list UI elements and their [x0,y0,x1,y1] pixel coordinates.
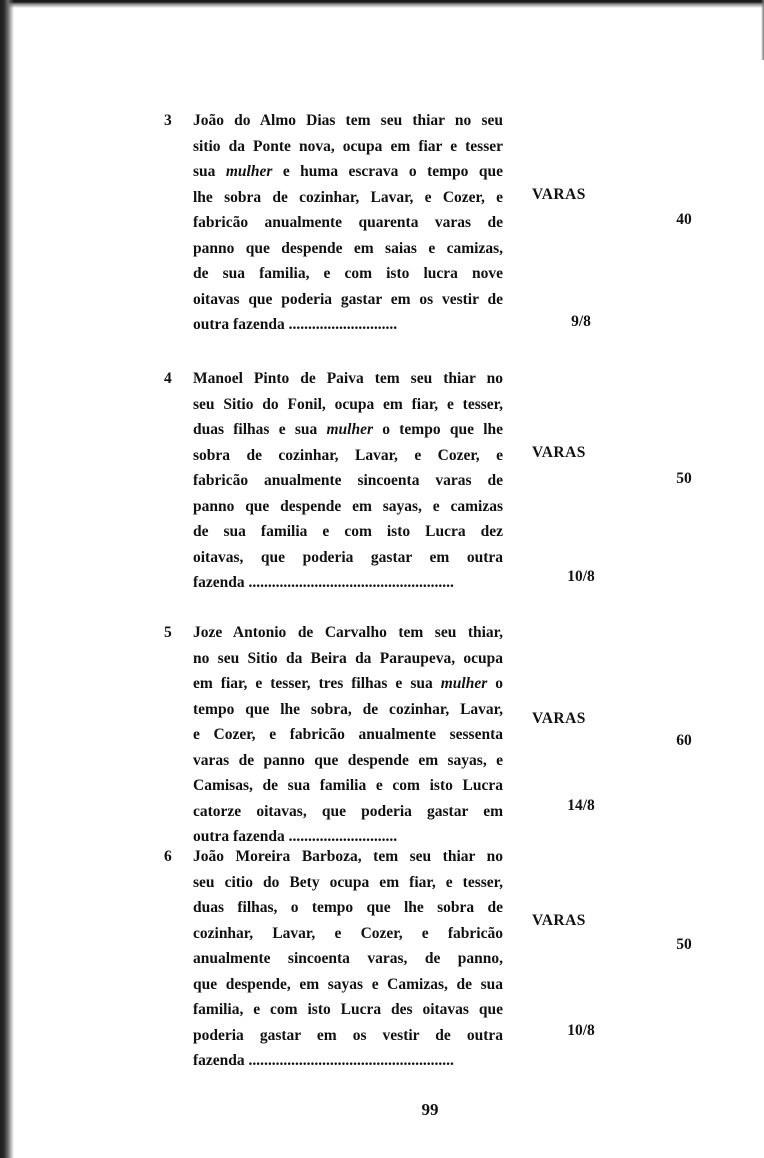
entry-line: catorze oitavas, que poderia gastar em [193,802,503,820]
entry-line: outra fazenda ............................ [193,828,398,845]
entry-line: de sua familia e com isto Lucra dez [193,523,503,540]
scan-edge-top [0,0,764,8]
entry-number: 5 [164,624,172,641]
entry-line: João Moreira Barboza, tem seu thiar no [193,848,503,865]
entry-line: fazenda ..................................................... [193,574,454,591]
page-number: 99 [421,1100,439,1119]
entry-line: fabricão anualmente quarenta varas de [193,214,503,231]
entry-line: duas filhas e sua mulher o tempo que lhe [193,421,503,438]
entry-line: cozinhar, Lavar, e Cozer, e fabricão [193,924,503,942]
unit-label: VARAS [532,912,586,929]
entry-line: seu citio do Bety ocupa em fiar, e tesser, [193,873,503,891]
fraction-value: 14/8 [567,797,595,814]
entry-line: fazenda ..................................................... [193,1052,454,1069]
unit-label: VARAS [532,444,586,461]
entry-line: outra fazenda ............................ [193,316,398,333]
fraction-value: 10/8 [567,568,595,585]
entry-line: duas filhas, o tempo que lhe sobra de [193,899,503,916]
entry-line: sitio da Ponte nova, ocupa em fiar e tesser [193,137,503,155]
fraction-value: 9/8 [571,313,591,330]
unit-label: VARAS [532,186,586,203]
fraction-value: 10/8 [567,1022,595,1039]
entry-line: que despende, em sayas e Camizas, de sua [193,975,503,993]
entry-line: de sua familia, e com isto lucra nove [193,265,503,282]
entry-line: Camisas, de sua familia e com isto Lucra [193,777,503,794]
entry-text [193,366,503,596]
entry-line: sobra de cozinhar, Lavar, e Cozer, e [193,446,503,464]
scan-edge-left [0,0,14,1158]
entry-text [193,620,503,850]
entry-line: tempo que lhe sobra, de cozinhar, Lavar, [193,700,503,718]
entry-line: poderia gastar em os vestir de outra [193,1026,503,1044]
entry-number: 4 [164,370,172,387]
entry-line: fabricão anualmente sincoenta varas de [193,472,503,489]
entry-text [193,844,503,1074]
entry-line: familia, e com isto Lucra des oitavas que [193,1001,503,1018]
entry-line: oitavas que poderia gastar em os vestir de [193,290,503,308]
entry-line: lhe sobra de cozinhar, Lavar, e Cozer, e [193,188,503,206]
quantity-value: 50 [676,470,692,487]
quantity-value: 50 [676,936,692,953]
entry-line: sua mulher e huma escrava o tempo que [193,163,503,180]
entry-number: 3 [164,112,172,129]
entry-line: e Cozer, e fabricão anualmente sessenta [193,726,503,743]
unit-label: VARAS [532,710,586,727]
entry-number: 6 [164,848,172,865]
entry-line: panno que despende em sayas, e camizas [193,497,503,515]
entry-line: panno que despende em saias e camizas, [193,239,503,257]
entry-line: em fiar, e tesser, tres filhas e sua mulher o [193,675,504,692]
entry-text [193,108,503,338]
entry-line: Joze Antonio de Carvalho tem seu thiar, [193,624,503,641]
entry-line: Manoel Pinto de Paiva tem seu thiar no [193,370,503,387]
entry-line: João do Almo Dias tem seu thiar no seu [193,112,503,129]
entry-line: varas de panno que despende em sayas, e [193,751,503,769]
quantity-value: 60 [676,732,692,749]
quantity-value: 40 [676,211,692,228]
entry-line: anualmente sincoenta varas, de panno, [193,950,503,967]
entry-line: no seu Sitio da Beira da Paraupeva, ocupa [193,649,503,667]
entry-line: oitavas, que poderia gastar em outra [193,548,503,566]
entry-line: seu Sitio do Fonil, ocupa em fiar, e tesser, [193,395,503,413]
